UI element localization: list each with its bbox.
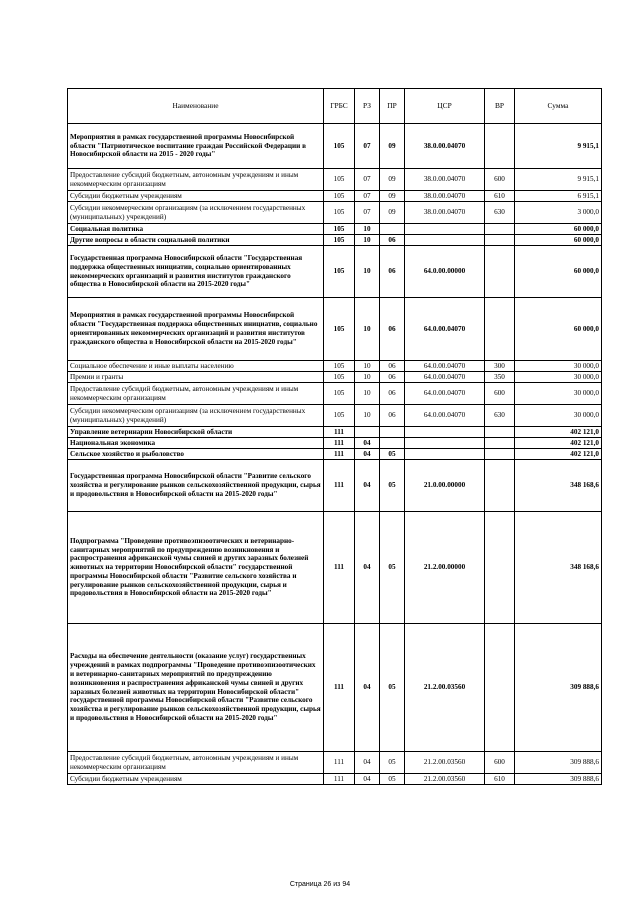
page-number-footer: Страница 26 из 94 xyxy=(289,881,351,888)
row-pr-cell xyxy=(380,224,405,235)
row-rz-cell: 10 xyxy=(355,224,380,235)
table-row xyxy=(68,298,602,361)
row-name-cell: Социальное обеспечение и иные выплаты населению xyxy=(68,361,324,372)
row-rz-cell: 04 xyxy=(355,512,380,624)
table-row xyxy=(68,191,602,202)
row-sum-cell: 9 915,1 xyxy=(515,124,602,169)
row-rz-cell: 10 xyxy=(355,235,380,246)
row-grbs-cell: 111 xyxy=(324,460,355,512)
row-vr-cell: 300 xyxy=(485,361,515,372)
row-sum-cell: 309 888,6 xyxy=(515,624,602,752)
row-csr-cell: 64.0.00.04070 xyxy=(405,361,485,372)
table-row xyxy=(68,460,602,512)
row-grbs-cell: 111 xyxy=(324,752,355,774)
row-vr-cell xyxy=(485,438,515,449)
row-rz-cell xyxy=(355,427,380,438)
row-csr-cell: 38.0.00.04070 xyxy=(405,202,485,224)
row-name-cell: Расходы на обеспечение деятельности (оказание услуг) государственных учреждений в рамках подпрограммы "Проведение противоэпизоотических и ветеринарно-санитарных мероприятий по предупреждению возникновения и распространения африканской чумы свиней и других заразных болезней животных на территории Новосибирской области" государственной программы Новосибирской области "Развитие сельского хозяйства и регулирование рынков сельскохозяйственной продукции, сырья и продовольствия в Новосибирской области на 2015-2020 годы" xyxy=(68,624,324,752)
table-row xyxy=(68,235,602,246)
row-name-cell: Субсидии бюджетным учреждениям xyxy=(68,774,324,785)
row-sum-cell: 30 000,0 xyxy=(515,405,602,427)
row-rz-cell: 04 xyxy=(355,460,380,512)
column-header-pr: ПР xyxy=(380,89,405,124)
column-header-csr: ЦСР xyxy=(405,89,485,124)
row-grbs-cell: 105 xyxy=(324,405,355,427)
row-pr-cell: 05 xyxy=(380,512,405,624)
row-csr-cell: 38.0.00.04070 xyxy=(405,169,485,191)
row-csr-cell: 21.2.00.03560 xyxy=(405,624,485,752)
row-csr-cell: 38.0.00.04070 xyxy=(405,124,485,169)
row-sum-cell: 309 888,6 xyxy=(515,752,602,774)
row-name-cell: Субсидии некоммерческим организациям (за исключением государственных (муниципальных) учреждений) xyxy=(68,202,324,224)
row-name-cell: Мероприятия в рамках государственной программы Новосибирской области "Патриотическое воспитание граждан Российской Федерации в Новосибирской области на 2015 - 2020 годы" xyxy=(68,124,324,169)
row-pr-cell: 06 xyxy=(380,405,405,427)
table-row xyxy=(68,624,602,752)
row-pr-cell: 05 xyxy=(380,752,405,774)
row-csr-cell: 21.0.00.00000 xyxy=(405,460,485,512)
row-vr-cell xyxy=(485,624,515,752)
table-row xyxy=(68,202,602,224)
row-sum-cell: 60 000,0 xyxy=(515,246,602,298)
row-pr-cell: 05 xyxy=(380,624,405,752)
row-pr-cell: 05 xyxy=(380,774,405,785)
row-sum-cell: 30 000,0 xyxy=(515,383,602,405)
row-vr-cell: 610 xyxy=(485,774,515,785)
row-pr-cell: 05 xyxy=(380,460,405,512)
table-header-row xyxy=(68,89,602,124)
row-grbs-cell: 105 xyxy=(324,202,355,224)
column-header-grbs: ГРБС xyxy=(324,89,355,124)
row-grbs-cell: 111 xyxy=(324,774,355,785)
row-grbs-cell: 105 xyxy=(324,246,355,298)
row-rz-cell: 04 xyxy=(355,438,380,449)
table-row xyxy=(68,169,602,191)
row-vr-cell xyxy=(485,235,515,246)
row-sum-cell: 6 915,1 xyxy=(515,191,602,202)
table-row xyxy=(68,438,602,449)
row-sum-cell: 60 000,0 xyxy=(515,298,602,361)
row-rz-cell: 10 xyxy=(355,298,380,361)
row-vr-cell xyxy=(485,427,515,438)
row-sum-cell: 348 168,6 xyxy=(515,512,602,624)
row-pr-cell: 06 xyxy=(380,383,405,405)
row-vr-cell: 600 xyxy=(485,383,515,405)
row-csr-cell: 64.0.00.04070 xyxy=(405,383,485,405)
row-csr-cell: 21.2.00.03560 xyxy=(405,774,485,785)
row-grbs-cell: 105 xyxy=(324,298,355,361)
row-pr-cell: 05 xyxy=(380,449,405,460)
table-row xyxy=(68,405,602,427)
row-rz-cell: 10 xyxy=(355,405,380,427)
row-grbs-cell: 111 xyxy=(324,624,355,752)
table-row xyxy=(68,124,602,169)
column-header-vr: ВР xyxy=(485,89,515,124)
row-pr-cell: 06 xyxy=(380,372,405,383)
row-pr-cell: 09 xyxy=(380,202,405,224)
row-pr-cell: 09 xyxy=(380,124,405,169)
row-vr-cell xyxy=(485,449,515,460)
row-name-cell: Предоставление субсидий бюджетным, автономным учреждениям и иным некоммерческим организациям xyxy=(68,383,324,405)
row-csr-cell xyxy=(405,427,485,438)
row-vr-cell xyxy=(485,246,515,298)
row-grbs-cell: 105 xyxy=(324,235,355,246)
row-name-cell: Предоставление субсидий бюджетным, автономным учреждениям и иным некоммерческим организациям xyxy=(68,169,324,191)
row-name-cell: Управление ветеринарии Новосибирской области xyxy=(68,427,324,438)
row-vr-cell xyxy=(485,124,515,169)
table-row xyxy=(68,512,602,624)
row-vr-cell xyxy=(485,224,515,235)
row-csr-cell: 64.0.00.04070 xyxy=(405,405,485,427)
table-row xyxy=(68,246,602,298)
row-rz-cell: 10 xyxy=(355,372,380,383)
row-csr-cell xyxy=(405,235,485,246)
column-header-name: Наименование xyxy=(68,89,324,124)
row-csr-cell: 21.2.00.00000 xyxy=(405,512,485,624)
row-sum-cell: 402 121,0 xyxy=(515,427,602,438)
row-csr-cell: 64.0.00.04070 xyxy=(405,298,485,361)
row-grbs-cell: 111 xyxy=(324,427,355,438)
row-name-cell: Другие вопросы в области социальной политики xyxy=(68,235,324,246)
row-name-cell: Субсидии некоммерческим организациям (за исключением государственных (муниципальных) учреждений) xyxy=(68,405,324,427)
row-pr-cell: 06 xyxy=(380,361,405,372)
row-sum-cell: 309 888,6 xyxy=(515,774,602,785)
row-grbs-cell: 105 xyxy=(324,169,355,191)
row-sum-cell: 30 000,0 xyxy=(515,372,602,383)
row-csr-cell xyxy=(405,438,485,449)
row-name-cell: Премии и гранты xyxy=(68,372,324,383)
row-csr-cell: 64.0.00.04070 xyxy=(405,372,485,383)
table-row xyxy=(68,774,602,785)
row-pr-cell: 06 xyxy=(380,298,405,361)
table-row xyxy=(68,361,602,372)
row-sum-cell: 3 000,0 xyxy=(515,202,602,224)
row-name-cell: Государственная программа Новосибирской области "Развитие сельского хозяйства и регулирование рынков сельскохозяйственной продукции, сырья и продовольствия в Новосибирской области на 2015-2020 годы" xyxy=(68,460,324,512)
row-rz-cell: 04 xyxy=(355,774,380,785)
row-name-cell: Государственная программа Новосибирской области "Государственная поддержка общественных инициатив, социально ориентированных некоммерческих организаций и развития институтов гражданского общества в Новосибирской области на 2015-2020 годы" xyxy=(68,246,324,298)
row-csr-cell xyxy=(405,224,485,235)
table-row xyxy=(68,752,602,774)
row-csr-cell: 38.0.00.04070 xyxy=(405,191,485,202)
row-pr-cell xyxy=(380,438,405,449)
row-rz-cell: 07 xyxy=(355,202,380,224)
row-vr-cell xyxy=(485,512,515,624)
row-grbs-cell: 111 xyxy=(324,438,355,449)
row-name-cell: Социальная политика xyxy=(68,224,324,235)
row-vr-cell: 630 xyxy=(485,202,515,224)
row-grbs-cell: 105 xyxy=(324,361,355,372)
table-row xyxy=(68,224,602,235)
row-csr-cell xyxy=(405,449,485,460)
row-grbs-cell: 111 xyxy=(324,449,355,460)
row-rz-cell: 04 xyxy=(355,624,380,752)
row-csr-cell: 21.2.00.03560 xyxy=(405,752,485,774)
row-vr-cell: 350 xyxy=(485,372,515,383)
row-grbs-cell: 105 xyxy=(324,224,355,235)
table-row xyxy=(68,427,602,438)
table-row xyxy=(68,383,602,405)
row-csr-cell: 64.0.00.00000 xyxy=(405,246,485,298)
row-pr-cell: 06 xyxy=(380,235,405,246)
row-sum-cell: 348 168,6 xyxy=(515,460,602,512)
row-sum-cell: 402 121,0 xyxy=(515,449,602,460)
row-name-cell: Национальная экономика xyxy=(68,438,324,449)
row-vr-cell xyxy=(485,298,515,361)
row-rz-cell: 07 xyxy=(355,191,380,202)
table-row xyxy=(68,372,602,383)
row-rz-cell: 07 xyxy=(355,124,380,169)
row-vr-cell: 610 xyxy=(485,191,515,202)
row-sum-cell: 402 121,0 xyxy=(515,438,602,449)
row-pr-cell: 09 xyxy=(380,191,405,202)
row-rz-cell: 04 xyxy=(355,449,380,460)
row-sum-cell: 9 915,1 xyxy=(515,169,602,191)
row-grbs-cell: 105 xyxy=(324,191,355,202)
row-rz-cell: 04 xyxy=(355,752,380,774)
row-pr-cell: 09 xyxy=(380,169,405,191)
row-grbs-cell: 111 xyxy=(324,512,355,624)
row-name-cell: Сельское хозяйство и рыболовство xyxy=(68,449,324,460)
row-vr-cell xyxy=(485,460,515,512)
table-row xyxy=(68,449,602,460)
row-grbs-cell: 105 xyxy=(324,124,355,169)
row-grbs-cell: 105 xyxy=(324,372,355,383)
budget-table xyxy=(67,88,602,785)
row-rz-cell: 10 xyxy=(355,246,380,298)
row-pr-cell: 06 xyxy=(380,246,405,298)
row-rz-cell: 10 xyxy=(355,383,380,405)
column-header-sum: Сумма xyxy=(515,89,602,124)
row-sum-cell: 60 000,0 xyxy=(515,235,602,246)
row-vr-cell: 600 xyxy=(485,752,515,774)
row-rz-cell: 10 xyxy=(355,361,380,372)
table-body xyxy=(68,124,602,785)
row-name-cell: Предоставление субсидий бюджетным, автономным учреждениям и иным некоммерческим организациям xyxy=(68,752,324,774)
row-grbs-cell: 105 xyxy=(324,383,355,405)
row-sum-cell: 60 000,0 xyxy=(515,224,602,235)
row-name-cell: Мероприятия в рамках государственной программы Новосибирской области "Государственная поддержка общественных инициатив, социально ориентированных некоммерческих организаций и развития институтов гражданского общества в Новосибирской области на 2015-2020 годы" xyxy=(68,298,324,361)
row-name-cell: Подпрограмма "Проведение противоэпизоотических и ветеринарно-санитарных мероприятий по предупреждению возникновения и распространения африканской чумы свиней и других заразных болезней животных на территории Новосибирской области" государственной программы Новосибирской области "Развитие сельского хозяйства и регулирование рынков сельскохозяйственной продукции, сырья и продовольствия в Новосибирской области на 2015-2020 годы" xyxy=(68,512,324,624)
row-vr-cell: 630 xyxy=(485,405,515,427)
row-pr-cell xyxy=(380,427,405,438)
row-name-cell: Субсидии бюджетным учреждениям xyxy=(68,191,324,202)
column-header-rz: РЗ xyxy=(355,89,380,124)
row-rz-cell: 07 xyxy=(355,169,380,191)
row-vr-cell: 600 xyxy=(485,169,515,191)
row-sum-cell: 30 000,0 xyxy=(515,361,602,372)
